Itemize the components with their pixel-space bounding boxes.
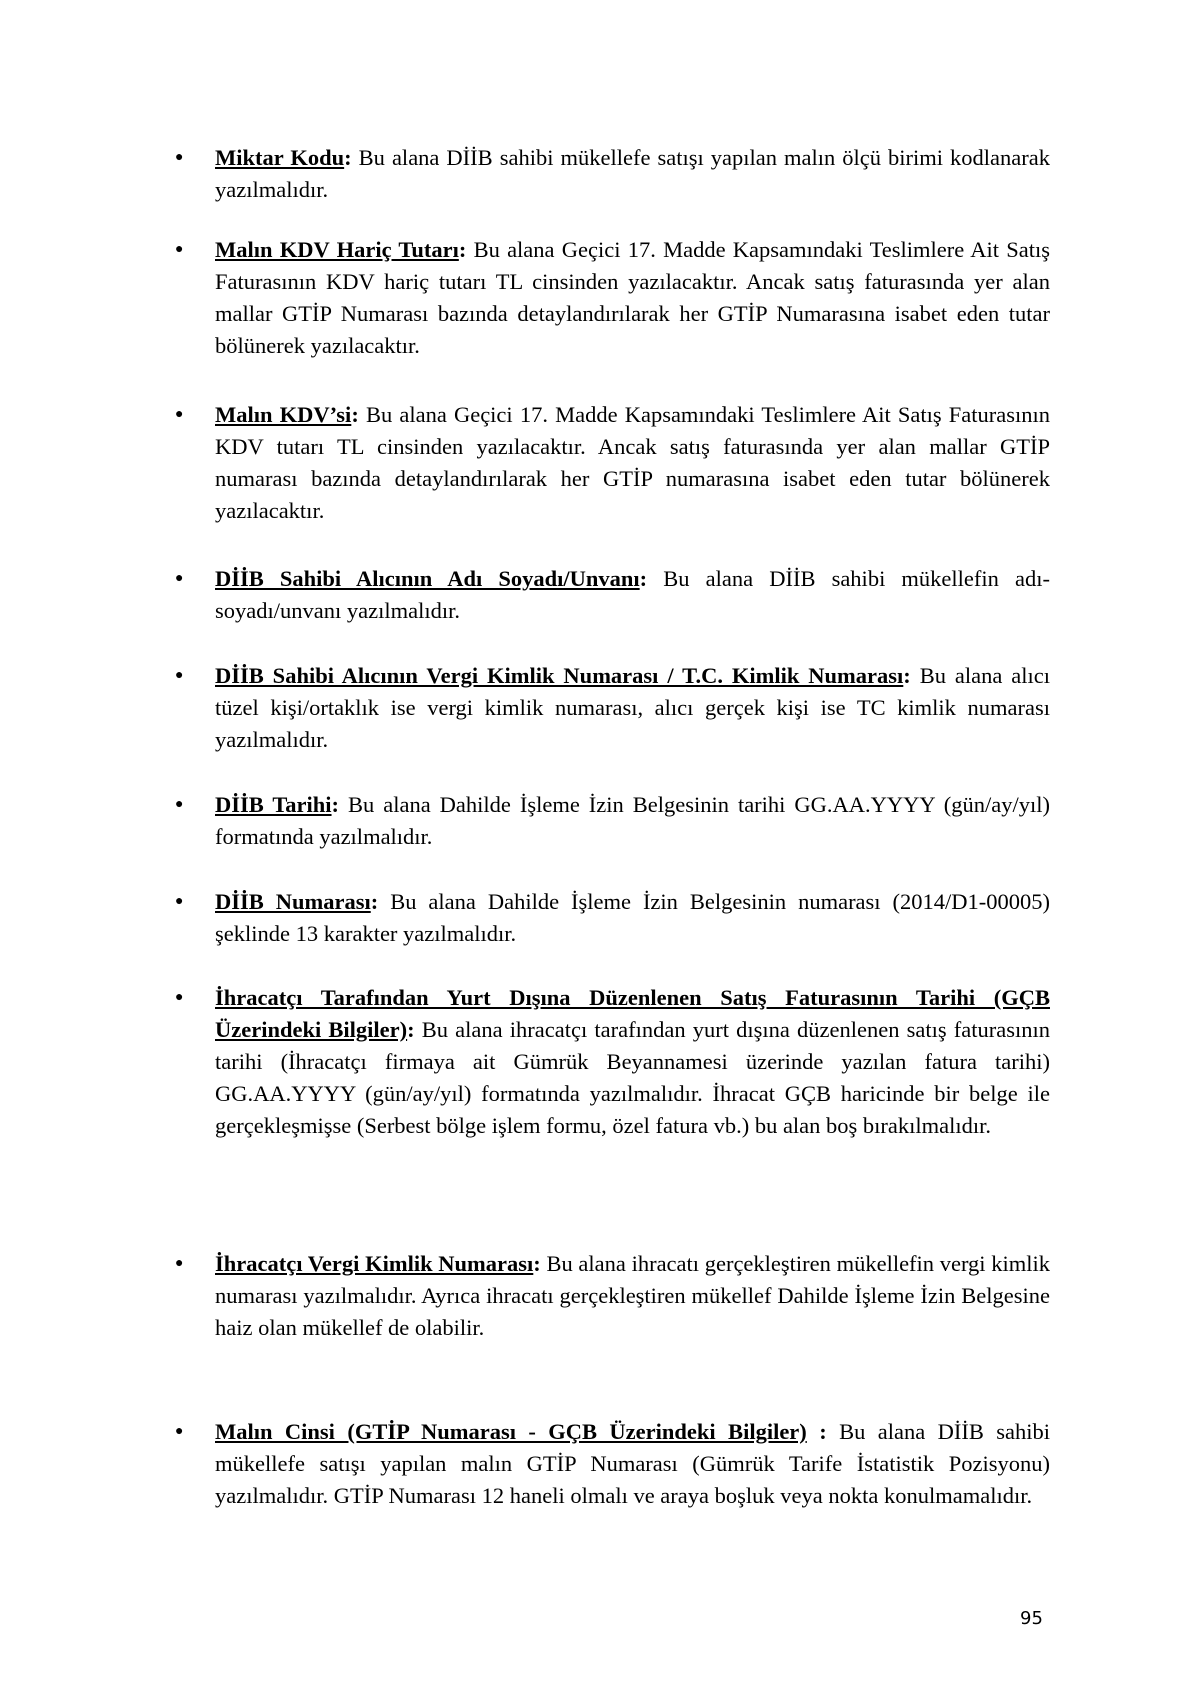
list-item-paragraph <box>215 234 1050 362</box>
bullet-icon: ● <box>175 242 184 257</box>
bullet-icon: ● <box>175 894 184 909</box>
list-item-ihracatci-vkn <box>175 1248 1050 1344</box>
list-item-diib-tarihi <box>175 789 1050 853</box>
list-item-term: DİİB Tarihi <box>215 792 332 817</box>
list-item-paragraph <box>215 563 1050 627</box>
list-item-miktar-kodu <box>175 142 1050 206</box>
list-item-text: Bu alana Dahilde İşleme İzin Belgesinin numarası (2014/D1-00005) şeklinde 13 karakter yazılmalıdır. <box>215 889 1050 946</box>
list-item-colon: : <box>370 889 379 914</box>
list-item-colon: : <box>903 663 911 688</box>
list-item-paragraph <box>215 1248 1050 1344</box>
bullet-icon: ● <box>175 668 184 683</box>
list-item-text: Bu alana Dahilde İşleme İzin Belgesinin tarihi GG.AA.YYYY (gün/ay/yıl) formatında yazılmalıdır. <box>215 792 1050 849</box>
list-item-paragraph <box>215 660 1050 756</box>
list-item-colon: : <box>458 237 467 262</box>
list-item-term: Miktar Kodu <box>215 145 345 170</box>
list-item-kdv <box>175 399 1050 527</box>
list-item-colon: : <box>639 566 648 591</box>
list-item-kdv-haric-tutari <box>175 234 1050 362</box>
list-item-colon: : <box>351 402 359 427</box>
list-item-term: Malın KDV’si <box>215 402 352 427</box>
list-item-colon: : <box>533 1251 541 1276</box>
list-item-text: Bu alana alıcı tüzel kişi/ortaklık ise vergi kimlik numarası, alıcı gerçek kişi ise TC kimlik numarası yazılmalıdır. <box>215 663 1050 752</box>
bullet-icon: ● <box>175 990 184 1005</box>
list-item-alici-vkn <box>175 660 1050 756</box>
bullet-icon: ● <box>175 150 184 165</box>
list-item-text: Bu alana Geçici 17. Madde Kapsamındaki Teslimlere Ait Satış Faturasının KDV tutarı TL cinsinden yazılacaktır. Ancak satış faturasında yer alan mallar GTİP numarası bazında detaylandırılarak her GTİP numarasına isabet eden tutar bölünerek yazılacaktır. <box>215 402 1050 523</box>
bullet-icon: ● <box>175 571 184 586</box>
page-number: 95 <box>1020 1608 1043 1629</box>
list-item-text: Bu alana DİİB sahibi mükellefin adı-soyadı/unvanı yazılmalıdır. <box>215 566 1050 623</box>
list-item-term: İhracatçı Vergi Kimlik Numarası <box>215 1251 534 1276</box>
list-item-diib-numarasi <box>175 886 1050 950</box>
list-item-term: Malın Cinsi (GTİP Numarası - GÇB Üzerindeki Bilgiler) <box>215 1419 807 1444</box>
list-item-paragraph <box>215 789 1050 853</box>
list-item-colon: : <box>806 1419 827 1444</box>
list-item-text: Bu alana ihracatı gerçekleştiren mükellefin vergi kimlik numarası yazılmalıdır. Ayrıca ihracatı gerçekleştiren mükellef Dahilde İşleme İzin Belgesine haiz olan mükellef de olabilir. <box>215 1251 1051 1340</box>
bullet-icon: ● <box>175 407 184 422</box>
list-item-term: DİİB Sahibi Alıcının Vergi Kimlik Numarası / T.C. Kimlik Numarası <box>215 663 904 688</box>
bullet-icon: ● <box>175 1256 184 1271</box>
list-item-paragraph <box>215 1416 1050 1512</box>
list-item-colon: : <box>407 1017 415 1042</box>
list-item-text: Bu alana ihracatçı tarafından yurt dışına düzenlenen satış faturasının tarihi (İhracatçı firmaya ait Gümrük Beyannamesi üzerinde yazılan fatura tarihi) GG.AA.YYYY (gün/ay/yıl) formatında yazılmalıdır. İhracat GÇB haricinde bir belge ile gerçekleşmişse (Serbest bölge işlem formu, özel fatura vb.) bu alan boş bırakılmalıdır. <box>215 1017 1051 1138</box>
list-item-paragraph <box>215 399 1050 527</box>
list-item-colon: : <box>344 145 352 170</box>
list-item-term: DİİB Sahibi Alıcının Adı Soyadı/Unvanı <box>215 566 640 591</box>
list-item-paragraph <box>215 142 1050 206</box>
list-item-ihracatci-fatura-tarihi <box>175 982 1050 1142</box>
list-item-paragraph <box>215 982 1050 1142</box>
list-item-term: DİİB Numarası <box>215 889 371 914</box>
list-item-paragraph <box>215 886 1050 950</box>
list-item-colon: : <box>331 792 340 817</box>
bullet-icon: ● <box>175 1424 184 1439</box>
list-item-alici-adi <box>175 563 1050 627</box>
list-item-text: Bu alana DİİB sahibi mükellefe satışı yapılan malın ölçü birimi kodlanarak yazılmalıdır. <box>215 145 1050 202</box>
list-item-term: İhracatçı Tarafından Yurt Dışına Düzenlenen Satış Faturasının Tarihi (GÇB Üzerindeki Bilgiler) <box>215 985 1050 1042</box>
list-item-malin-cinsi <box>175 1416 1050 1512</box>
list-item-term: Malın KDV Hariç Tutarı <box>215 237 459 262</box>
list-item-text: Bu alana DİİB sahibi mükellefe satışı yapılan malın GTİP Numarası (Gümrük Tarife İstatistik Pozisyonu) yazılmalıdır. GTİP Numarası 12 haneli olmalı ve araya boşluk veya nokta konulmamalıdır. <box>215 1419 1051 1508</box>
list-item-text: Bu alana Geçici 17. Madde Kapsamındaki Teslimlere Ait Satış Faturasının KDV hariç tutarı TL cinsinden yazılacaktır. Ancak satış faturasında yer alan mallar GTİP Numarası bazında detaylandırılarak her GTİP Numarasına isabet eden tutar bölünerek yazılacaktır. <box>215 237 1050 358</box>
bullet-icon: ● <box>175 797 184 812</box>
